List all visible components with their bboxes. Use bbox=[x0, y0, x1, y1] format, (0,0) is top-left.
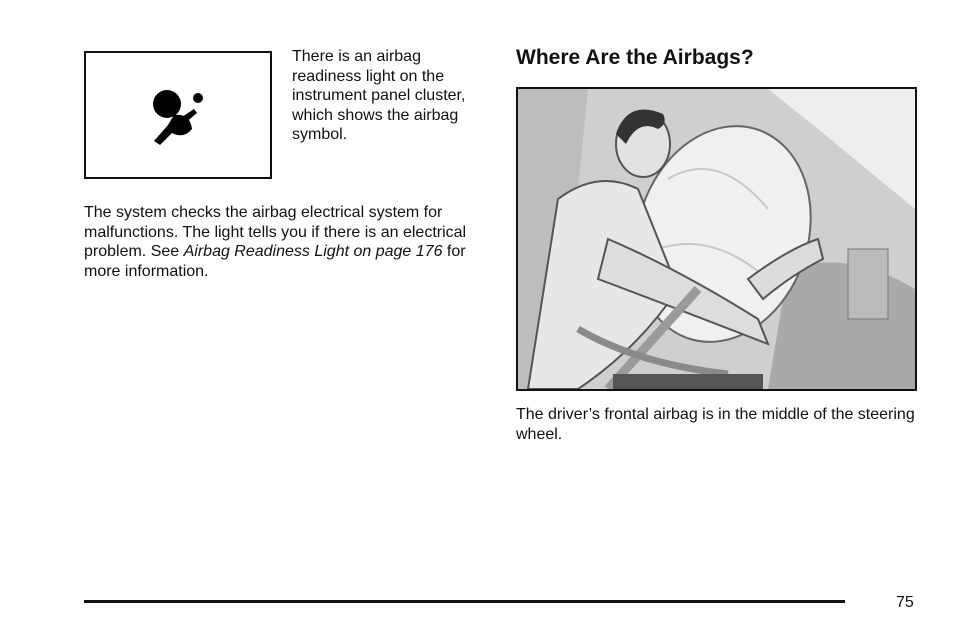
readiness-light-text: There is an airbag readiness light on the instrument panel cluster, which shows the airbag symbol. bbox=[292, 48, 466, 143]
system-text-end: for more information. bbox=[84, 243, 466, 280]
section-heading: Where Are the Airbags? bbox=[516, 46, 754, 69]
airbag-readiness-icon bbox=[150, 87, 208, 145]
illustration-caption: The driver’s frontal airbag is in the middle of the steering wheel. bbox=[516, 406, 915, 443]
driver-airbag-illustration bbox=[516, 87, 917, 391]
footer-rule bbox=[84, 600, 845, 603]
page-number: 75 bbox=[896, 594, 914, 611]
system-check-paragraph bbox=[84, 203, 494, 281]
airbag-symbol-box bbox=[84, 51, 272, 179]
airbag-readiness-reference-link[interactable]: Airbag Readiness Light on page 176 bbox=[183, 243, 443, 260]
system-text-start: The system checks the airbag electrical system for malfunctions. The light tells you if there is an electrical problem. See bbox=[84, 204, 467, 260]
